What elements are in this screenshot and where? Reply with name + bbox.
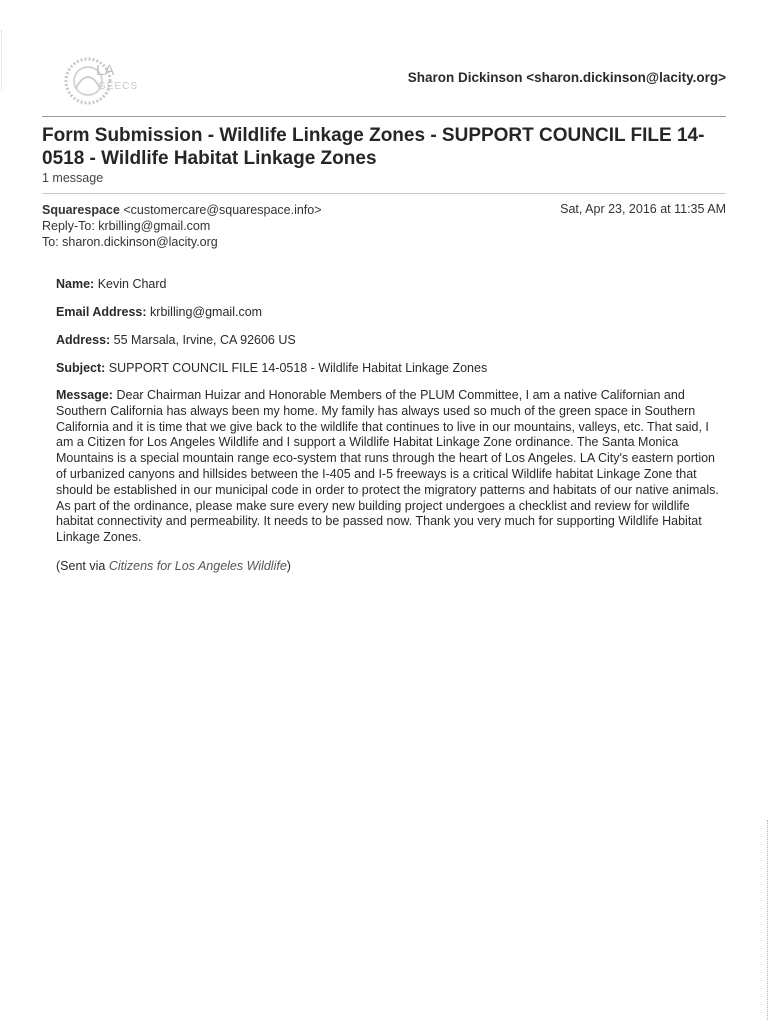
scan-edge-mark-left <box>1 30 3 90</box>
address-label: Address: <box>56 333 111 347</box>
message-value: Dear Chairman Huizar and Honorable Members of the PLUM Committee, I am a native Californian and Southern California has always been my home. My family has always used so much of the green space in Southern California and it is time that we give back to the wildlife that continues to live in our mountains, valleys, etc. That said, I am a Citizen for Los Angeles Wildlife and I support a Wildlife Habitat Linkage Zone ordinance. The Santa Monica Mountains is a special mountain range eco-system that runs through the heart of Los Angeles. LA City's eastern portion of urbanized canyons and hillsides between the I-405 and I-5 freeways is a critical Wildlife habitat Linkage Zone that should be established in our municipal code in order to protect the migratory patterns and habitats of our native animals. As part of the ordinance, please make sure every new building project undergoes a checklist and review for wildlife habitat connectivity and permeability. It needs to be passed now. Thank you very much for supporting Wildlife Habitat Linkage Zones. <box>56 388 719 545</box>
address-value: 55 Marsala, Irvine, CA 92606 US <box>113 333 296 347</box>
subject-label: Subject: <box>56 361 106 375</box>
name-field <box>56 276 724 292</box>
logo-la-text: LA <box>96 62 115 79</box>
message-count: 1 message <box>42 171 104 185</box>
scan-edge-mark <box>765 820 768 1020</box>
sent-via-line <box>56 558 724 574</box>
sender-line <box>42 202 322 218</box>
message-label: Message: <box>56 388 113 402</box>
email-body <box>56 276 724 586</box>
address-field <box>56 332 724 348</box>
reply-to-line: Reply-To: krbilling@gmail.com <box>42 219 211 233</box>
email-date: Sat, Apr 23, 2016 at 11:35 AM <box>560 202 726 216</box>
sent-via-link[interactable]: Citizens for Los Angeles Wildlife <box>108 558 287 573</box>
sent-via-suffix: ) <box>286 558 291 573</box>
account-header: Sharon Dickinson <sharon.dickinson@lacity.org> <box>407 70 726 85</box>
name-label: Name: <box>56 277 95 291</box>
la-city-logo <box>58 48 168 114</box>
message-field <box>56 388 724 546</box>
subject-field <box>56 360 724 376</box>
to-line: To: sharon.dickinson@lacity.org <box>42 235 218 249</box>
email-value: krbilling@gmail.com <box>150 305 263 319</box>
sender-block <box>42 202 322 250</box>
header-divider <box>42 116 726 117</box>
sender-name: Squarespace <box>42 203 120 217</box>
email-field <box>56 304 724 320</box>
logo-sub-text: GEECS <box>98 81 139 92</box>
subject-value: SUPPORT COUNCIL FILE 14-0518 - Wildlife Habitat Linkage Zones <box>108 361 488 375</box>
email-subject: Form Submission - Wildlife Linkage Zones - SUPPORT COUNCIL FILE 14-0518 - Wildlife Habitat Linkage Zones <box>42 125 705 169</box>
sender-email: <customercare@squarespace.info> <box>123 203 322 217</box>
name-value: Kevin Chard <box>97 277 167 291</box>
thread-divider <box>42 193 726 194</box>
email-label: Email Address: <box>56 305 147 319</box>
sent-via-prefix: (Sent via <box>56 558 109 573</box>
